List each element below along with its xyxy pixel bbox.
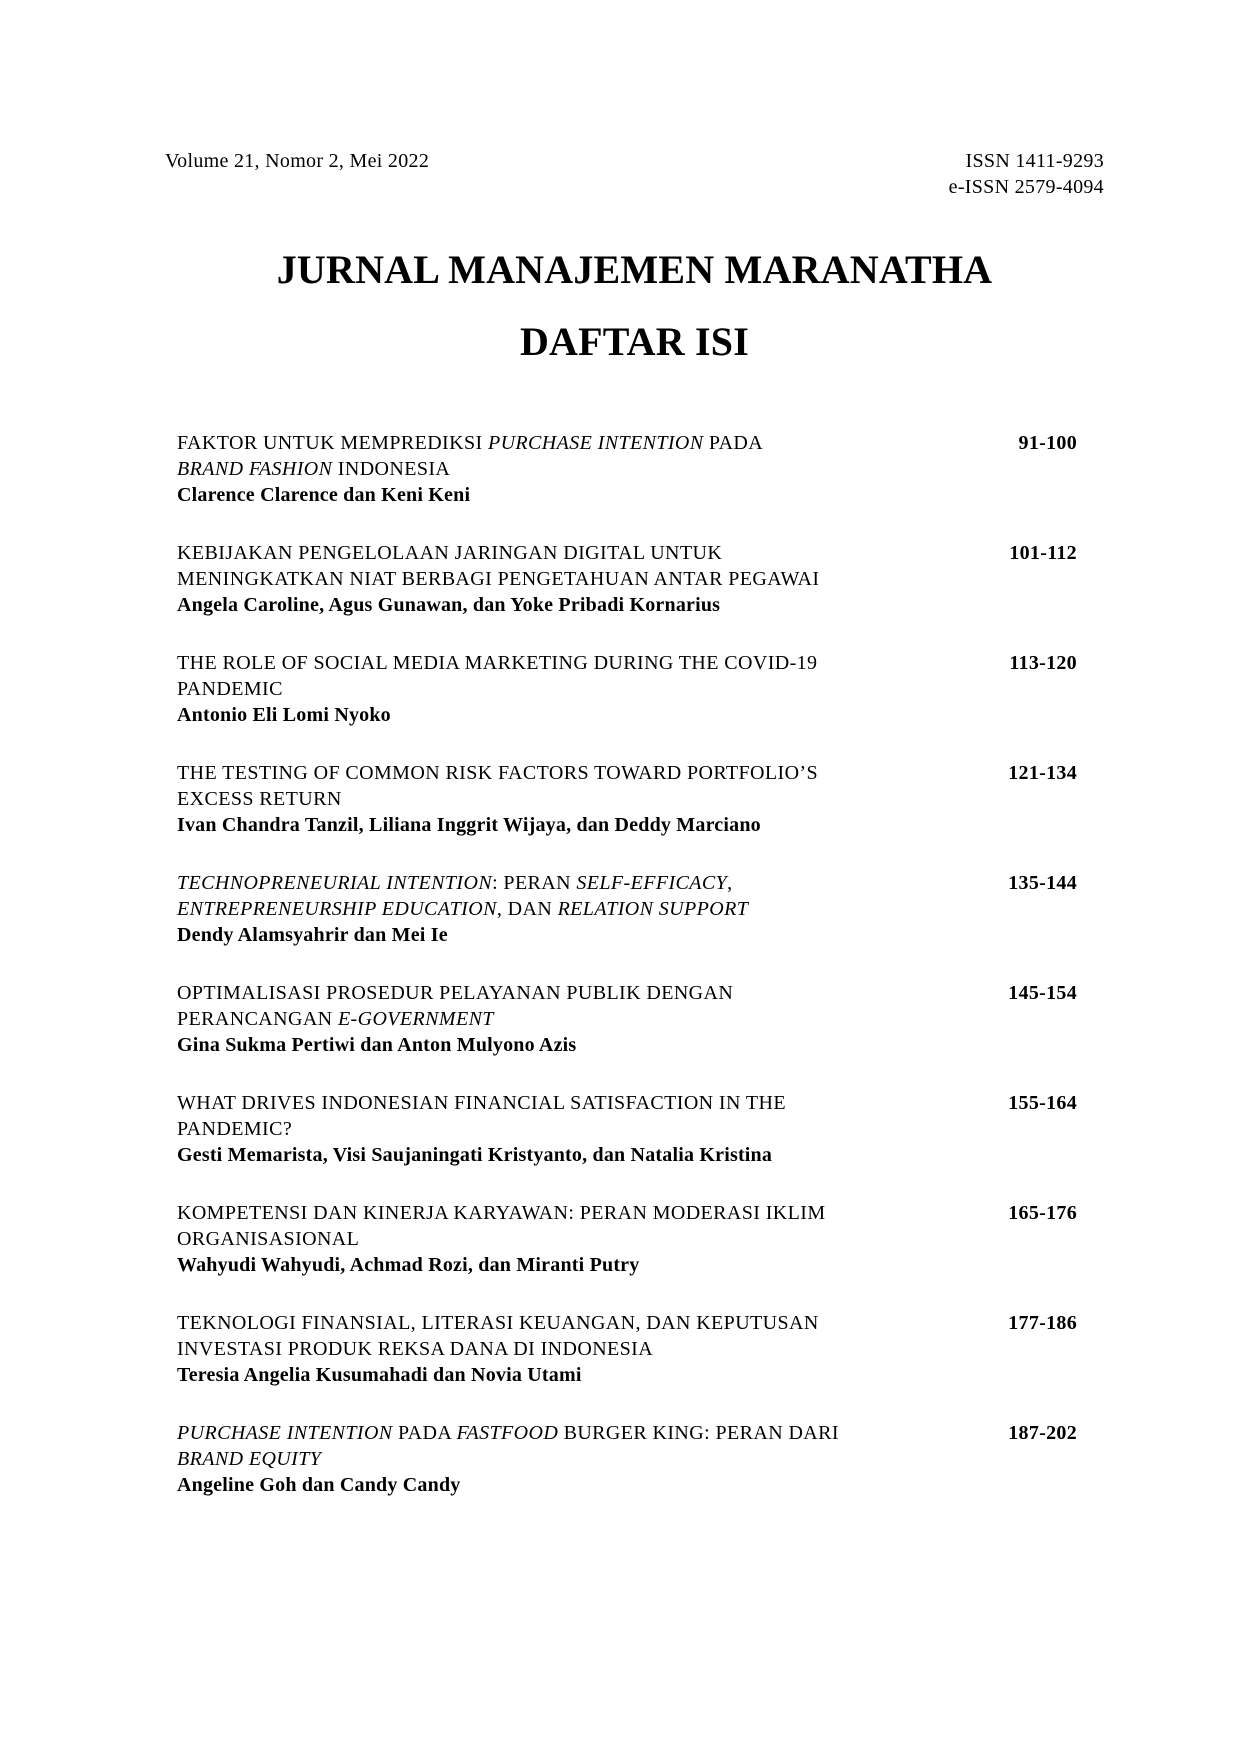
entry-page-range: 165-176 bbox=[1008, 1202, 1077, 1224]
entry-title-line bbox=[177, 540, 1009, 566]
entry-title-line bbox=[177, 1006, 1008, 1032]
entry-title-block bbox=[177, 650, 1009, 728]
issn-number: ISSN 1411-9293 bbox=[965, 150, 1104, 172]
title-segment-italic: TECHNOPRENEURIAL INTENTION bbox=[177, 872, 493, 894]
title-segment: EXCESS RETURN bbox=[177, 788, 342, 810]
entry-authors: Clarence Clarence dan Keni Keni bbox=[177, 484, 471, 506]
entry-title-line bbox=[177, 1420, 1008, 1446]
entry-authors: Angela Caroline, Agus Gunawan, dan Yoke Pribadi Kornarius bbox=[177, 594, 721, 616]
toc-entry bbox=[177, 1200, 1077, 1278]
entry-title-line bbox=[177, 1310, 1008, 1336]
entry-authors: Gina Sukma Pertiwi dan Anton Mulyono Azis bbox=[177, 1034, 577, 1056]
title-segment: INDONESIA bbox=[332, 458, 451, 480]
entry-title-line bbox=[177, 1116, 1008, 1142]
entry-authors: Gesti Memarista, Visi Saujaningati Kristyanto, dan Natalia Kristina bbox=[177, 1144, 773, 1166]
entry-title-block bbox=[177, 980, 1008, 1058]
title-segment-italic: FASTFOOD bbox=[456, 1422, 559, 1444]
entry-title-block bbox=[177, 760, 1008, 838]
entry-page-range: 187-202 bbox=[1008, 1422, 1077, 1444]
entry-title-block bbox=[177, 1200, 1008, 1278]
title-segment: OPTIMALISASI PROSEDUR PELAYANAN PUBLIK DENGAN bbox=[177, 982, 734, 1004]
title-segment: FAKTOR UNTUK MEMPREDIKSI bbox=[177, 432, 488, 454]
entry-page-range: 91-100 bbox=[1018, 432, 1077, 454]
title-segment: THE ROLE OF SOCIAL MEDIA MARKETING DURING THE COVID-19 bbox=[177, 652, 818, 674]
title-segment: PANDEMIC bbox=[177, 678, 283, 700]
toc-list bbox=[177, 430, 1077, 1498]
entry-title-line bbox=[177, 870, 1008, 896]
entry-title-line bbox=[177, 1226, 1008, 1252]
toc-entry bbox=[177, 650, 1077, 728]
title-segment: BURGER KING: PERAN DARI bbox=[558, 1422, 839, 1444]
entry-title-line bbox=[177, 456, 1019, 482]
toc-entry bbox=[177, 1420, 1077, 1498]
title-segment: WHAT DRIVES INDONESIAN FINANCIAL SATISFACTION IN THE bbox=[177, 1092, 786, 1114]
entry-authors: Wahyudi Wahyudi, Achmad Rozi, dan Miranti Putry bbox=[177, 1254, 640, 1276]
entry-title-line bbox=[177, 760, 1008, 786]
header bbox=[0, 0, 1242, 200]
entry-page-range: 113-120 bbox=[1009, 652, 1077, 674]
issn-block bbox=[949, 148, 1104, 200]
entry-title-block bbox=[177, 430, 1019, 508]
title-segment: , bbox=[727, 872, 733, 894]
title-segment-italic: ENTREPRENEURSHIP EDUCATION bbox=[177, 898, 497, 920]
toc-entry bbox=[177, 430, 1077, 508]
entry-page-range: 135-144 bbox=[1008, 872, 1077, 894]
title-segment-italic: E-GOVERNMENT bbox=[337, 1008, 494, 1030]
entry-page-range: 155-164 bbox=[1008, 1092, 1077, 1114]
title-segment: THE TESTING OF COMMON RISK FACTORS TOWARD PORTFOLIO’S bbox=[177, 762, 819, 784]
entry-title-line bbox=[177, 1446, 1008, 1472]
toc-entry bbox=[177, 980, 1077, 1058]
title-segment: PADA bbox=[392, 1422, 457, 1444]
title-segment: ORGANISASIONAL bbox=[177, 1228, 360, 1250]
entry-authors: Teresia Angelia Kusumahadi dan Novia Utami bbox=[177, 1364, 582, 1386]
toc-entry bbox=[177, 540, 1077, 618]
entry-title-line bbox=[177, 676, 1009, 702]
title-segment: KOMPETENSI DAN KINERJA KARYAWAN: PERAN MODERASI IKLIM bbox=[177, 1202, 826, 1224]
entry-title-line bbox=[177, 896, 1008, 922]
entry-title-line bbox=[177, 566, 1009, 592]
e-issn-number: e-ISSN 2579-4094 bbox=[948, 176, 1104, 198]
title-segment-italic: RELATION SUPPORT bbox=[557, 898, 749, 920]
title-segment: INVESTASI PRODUK REKSA DANA DI INDONESIA bbox=[177, 1338, 654, 1360]
volume-info: Volume 21, Nomor 2, Mei 2022 bbox=[165, 150, 430, 172]
title-segment-italic: SELF-EFFICACY bbox=[576, 872, 728, 894]
entry-authors: Ivan Chandra Tanzil, Liliana Inggrit Wijaya, dan Deddy Marciano bbox=[177, 814, 761, 836]
toc-entry bbox=[177, 1310, 1077, 1388]
entry-title-line bbox=[177, 1200, 1008, 1226]
entry-title-line bbox=[177, 430, 1019, 456]
entry-title-block bbox=[177, 1090, 1008, 1168]
title-segment: : PERAN bbox=[492, 872, 577, 894]
title-segment-italic: BRAND EQUITY bbox=[177, 1448, 322, 1470]
toc-entry bbox=[177, 870, 1077, 948]
journal-title: JURNAL MANAJEMEN MARANATHA bbox=[276, 247, 993, 292]
entry-title-line bbox=[177, 650, 1009, 676]
entry-authors: Antonio Eli Lomi Nyoko bbox=[177, 704, 391, 726]
title-segment: , DAN bbox=[496, 898, 558, 920]
entry-page-range: 145-154 bbox=[1008, 982, 1077, 1004]
title-segment: KEBIJAKAN PENGELOLAAN JARINGAN DIGITAL UNTUK bbox=[177, 542, 723, 564]
entry-page-range: 101-112 bbox=[1009, 542, 1077, 564]
title-segment: PADA bbox=[703, 432, 764, 454]
title-segment: TEKNOLOGI FINANSIAL, LITERASI KEUANGAN, DAN KEPUTUSAN bbox=[177, 1312, 819, 1334]
entry-page-range: 177-186 bbox=[1008, 1312, 1077, 1334]
title-segment: PERANCANGAN bbox=[177, 1008, 338, 1030]
entry-title-block bbox=[177, 1310, 1008, 1388]
entry-title-line bbox=[177, 1090, 1008, 1116]
entry-title-line bbox=[177, 786, 1008, 812]
entry-title-block bbox=[177, 870, 1008, 948]
entry-authors: Angeline Goh dan Candy Candy bbox=[177, 1474, 461, 1496]
title-segment-italic: PURCHASE INTENTION bbox=[177, 1422, 393, 1444]
title-segment: PANDEMIC? bbox=[177, 1118, 293, 1140]
title-segment-italic: BRAND FASHION bbox=[177, 458, 333, 480]
title-segment: MENINGKATKAN NIAT BERBAGI PENGETAHUAN ANTAR PEGAWAI bbox=[177, 568, 820, 590]
entry-authors: Dendy Alamsyahrir dan Mei Ie bbox=[177, 924, 448, 946]
toc-entry bbox=[177, 760, 1077, 838]
toc-entry bbox=[177, 1090, 1077, 1168]
entry-title-block bbox=[177, 540, 1009, 618]
entry-page-range: 121-134 bbox=[1008, 762, 1077, 784]
entry-title-line bbox=[177, 980, 1008, 1006]
entry-title-block bbox=[177, 1420, 1008, 1498]
title-segment-italic: PURCHASE INTENTION bbox=[487, 432, 704, 454]
toc-title: DAFTAR ISI bbox=[519, 319, 750, 364]
entry-title-line bbox=[177, 1336, 1008, 1362]
